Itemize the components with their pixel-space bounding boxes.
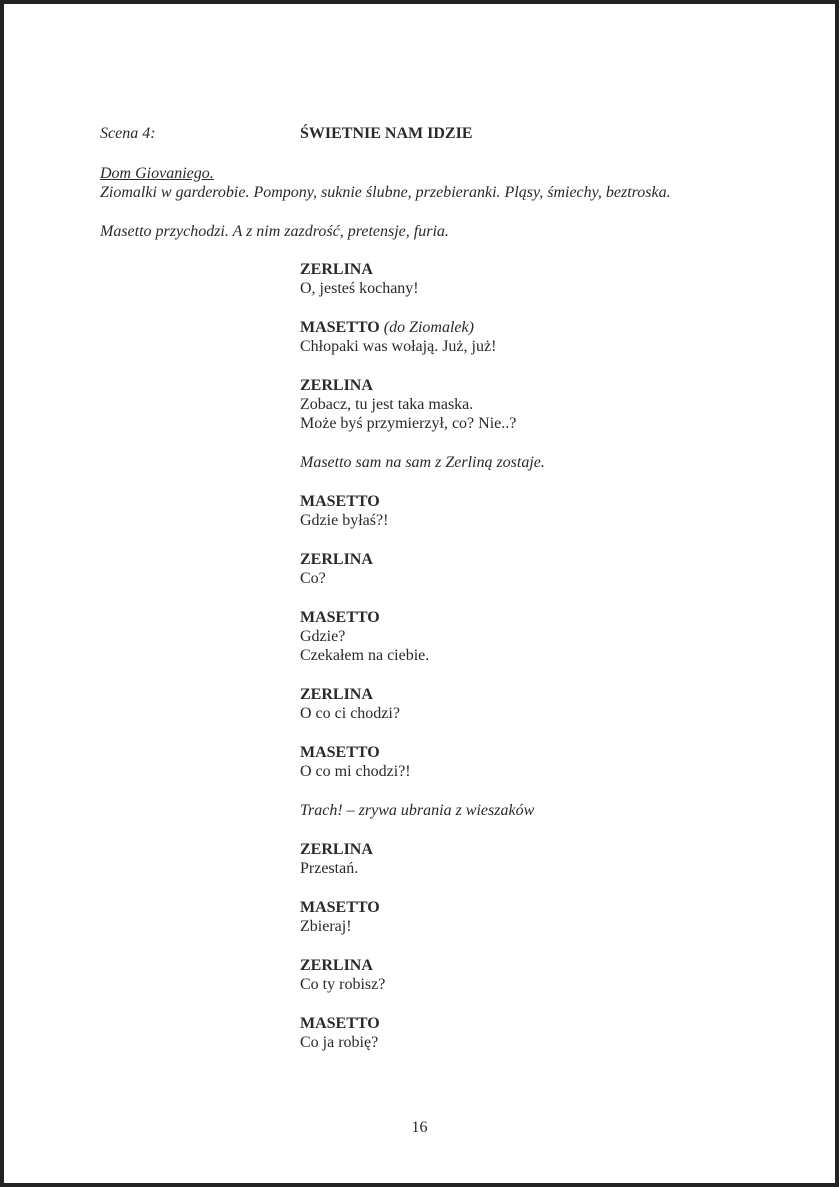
speech-block	[300, 1014, 720, 1052]
dialogue-line: Może byś przymierzył, co? Nie..?	[300, 415, 517, 432]
dialogue-line: Co?	[300, 570, 326, 587]
speaker-line	[300, 685, 720, 704]
stage-direction-text: Masetto sam na sam z Zerliną zostaje.	[300, 454, 545, 471]
speaker-line	[300, 260, 720, 279]
speaker-line	[300, 492, 720, 511]
speech-block	[300, 318, 720, 356]
speaker-name: MASETTO	[300, 744, 380, 761]
speaker-name: ZERLINA	[300, 841, 373, 858]
speaker-name: ZERLINA	[300, 261, 373, 278]
dialogue-line: Zbieraj!	[300, 918, 352, 935]
dialogue-line: Gdzie?	[300, 628, 346, 645]
speaker-name: MASETTO	[300, 319, 380, 336]
speaker-line	[300, 318, 720, 337]
stage-direction	[300, 801, 720, 820]
speaker-name: MASETTO	[300, 899, 380, 916]
speaker-line	[300, 550, 720, 569]
dialogue-line: Czekałem na ciebie.	[300, 647, 430, 664]
scene-title: ŚWIETNIE NAM IDZIE	[300, 125, 473, 142]
stage-direction-text: Trach! – zrywa ubrania z wieszaków	[300, 802, 535, 819]
stage-direction	[300, 453, 720, 472]
dialogue-line: O co mi chodzi?!	[300, 763, 411, 780]
speaker-name: MASETTO	[300, 493, 380, 510]
speaker-line	[300, 1014, 720, 1033]
speech-block	[300, 743, 720, 781]
speaker-line	[300, 898, 720, 917]
speaker-name: ZERLINA	[300, 686, 373, 703]
speaker-name: ZERLINA	[300, 551, 373, 568]
setting-entrance: Masetto przychodzi. A z nim zazdrość, pretensje, furia.	[100, 223, 449, 240]
setting-description: Ziomalki w garderobie. Pompony, suknie ślubne, przebieranki. Pląsy, śmiechy, beztroska.	[100, 184, 671, 201]
speech-block	[300, 260, 720, 298]
dialogue-line: O co ci chodzi?	[300, 705, 400, 722]
speech-block	[300, 685, 720, 723]
speech-block	[300, 898, 720, 936]
speaker-line	[300, 376, 720, 395]
speaker-line	[300, 956, 720, 975]
speech-block	[300, 840, 720, 878]
speaker-name: MASETTO	[300, 1015, 380, 1032]
speaker-line	[300, 840, 720, 859]
dialogue-line: Zobacz, tu jest taka maska.	[300, 396, 474, 413]
dialogue-line: Co ja robię?	[300, 1034, 379, 1051]
speaker-line	[300, 743, 720, 762]
speech-block	[300, 956, 720, 994]
dialogue-line: Chłopaki was wołają. Już, już!	[300, 338, 497, 355]
speaker-name: ZERLINA	[300, 377, 373, 394]
dialogue-line: Gdzie byłaś?!	[300, 512, 389, 529]
speaker-name: ZERLINA	[300, 957, 373, 974]
dialogue-line: O, jesteś kochany!	[300, 280, 419, 297]
page-number: 16	[411, 1119, 428, 1136]
dialogue	[300, 260, 720, 1072]
speech-block	[300, 608, 720, 665]
scene-label: Scena 4:	[100, 125, 156, 142]
speaker-line	[300, 608, 720, 627]
dialogue-line: Przestań.	[300, 860, 359, 877]
dialogue-line: Co ty robisz?	[300, 976, 386, 993]
setting-place: Dom Giovaniego.	[100, 165, 214, 182]
speech-block	[300, 376, 720, 433]
speech-block	[300, 550, 720, 588]
speech-block	[300, 492, 720, 530]
speaker-name: MASETTO	[300, 609, 380, 626]
stage-note: (do Ziomalek)	[383, 319, 474, 336]
